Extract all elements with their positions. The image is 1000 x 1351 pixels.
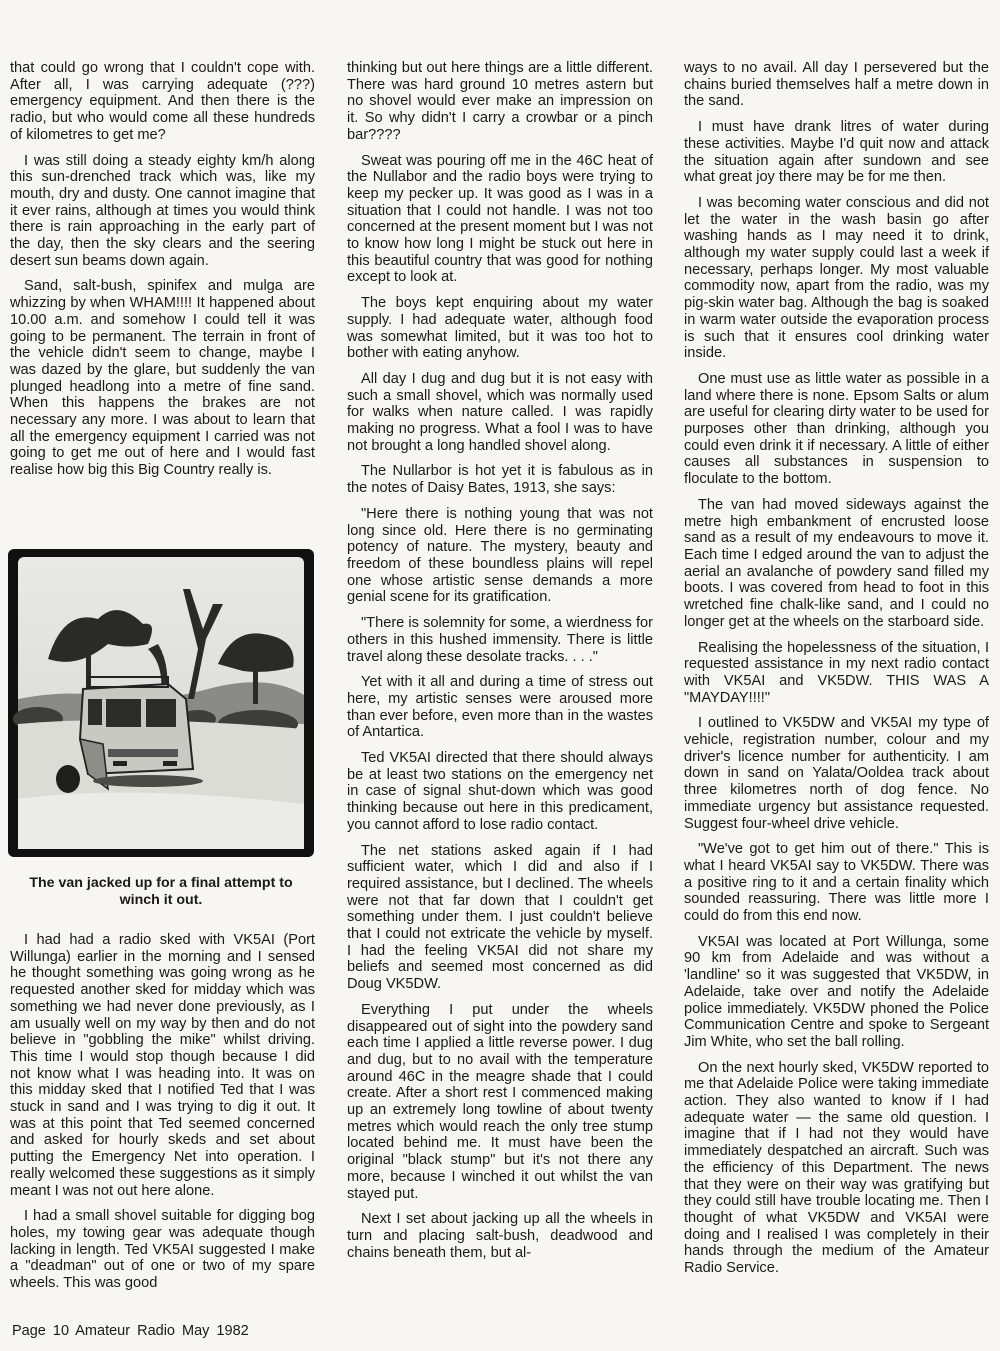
paragraph: I was still doing a steady eighty km/h along this sun-drenched track which was, like my mouth, dry and dusty. One cannot imagine that it ever rains, although at times you would think there is rain approaching in the early part of the day, then the sky clears and the seering desert sun beams down again. xyxy=(10,152,315,269)
paragraph: Sweat was pouring off me in the 46C heat of the Nullabor and the radio boys were trying to keep my pecker up. It was good as I was in a situation that I could not handle. I was not too concerned at the present moment but I was not to know how long I might be stuck out here in this beautiful country that was good for nothing except to look at. xyxy=(347,152,653,286)
issue-date: May 1982 xyxy=(182,1323,249,1339)
paragraph: I outlined to VK5DW and VK5AI my type of vehicle, registration number, colour and my driver's licence number for authenticity. I am down in sand on Yalata/Ooldea track about three kilometres north of dog fence. No immediate urgency but assistance requested. Suggest four-wheel drive vehicle. xyxy=(684,715,989,832)
paragraph: ways to no avail. All day I persevered but the chains buried themselves half a metre down in the sand. xyxy=(684,60,989,110)
paragraph: The van had moved sideways against the metre high embankment of encrusted loose sand as a result of my endeavours to move it. Each time I edged around the van to adjust the aerial an avalanche of powdery sand filled my boots. I was covered from head to foot in this wretched fine chalk-like sand, and I could no longer get at the wheels on the starboard side. xyxy=(684,496,989,630)
paragraph: Ted VK5AI directed that there should always be at least two stations on the emergency net in case of signal shut-down which was good thinking because out here in this predicament, you cannot afford to lose radio contact. xyxy=(347,750,653,833)
paragraph: I must have drank litres of water during these activities. Maybe I'd quit now and attack the situation again after sundown and see what great joy there may be for me then. xyxy=(684,119,989,186)
paragraph: On the next hourly sked, VK5DW reported to me that Adelaide Police were taking immediate action. They also wanted to know if I had adequate water — the same old question. I imagine that if I had not they would have immediately despatched an aircraft. Such was the efficiency of this Department. The news that they were on their way was gratifying but they could still have trouble locating me. Then I thought of what VK5DW and VK5AI were doing and I realised I was completely in their hands through the medium of the Amateur Radio Service. xyxy=(684,1059,989,1277)
paragraph: The boys kept enquiring about my water supply. I had adequate water, although food was somewhat limited, but it was too hot to bother with eating anyhow. xyxy=(347,295,653,362)
paragraph: VK5AI was located at Port Willunga, some 90 km from Adelaide and was without a 'landline' so it was suggested that VK5DW, in Adelaide, take over and notify the Adelaide police immediately. VK5DW phoned the Police Communication Centre and spoke to Sergeant Jim White, who set the ball rolling. xyxy=(684,933,989,1050)
van-photo-illustration xyxy=(8,549,314,857)
magazine-name: Amateur Radio xyxy=(75,1323,175,1339)
paragraph: "There is solemnity for some, a wierdness for others in this hushed immensity. There is little travel along these desolate tracks. . . ." xyxy=(347,615,653,665)
paragraph: One must use as little water as possible in a land where there is none. Epsom Salts or alum are useful for clearing dirty water to be used for purposes other than drinking, although you could even drink it if necessary. A little of either causes all substances in suspension to floculate to the bottom. xyxy=(684,370,990,488)
paragraph: thinking but out here things are a little different. There was hard ground 10 metres astern but no shovel would ever make an impression on it. So why didn't I carry a crowbar or a pinch bar???? xyxy=(347,60,653,143)
paragraph: All day I dug and dug but it is not easy with such a small shovel, which was normally used for walks when nature called. I was rapidly making no progress. What a fool I was to have not brought a long handled shovel along. xyxy=(347,370,653,454)
paragraph: Realising the hopelessness of the situation, I requested assistance in my next radio contact with VK5AI and VK5DW. THIS WAS A "MAYDAY!!!!" xyxy=(684,639,989,706)
paragraph: "Here there is nothing young that was not long since old. Here there is no germinating potency of nature. The mystery, beauty and freedom of these boundless plains will repel one whose artistic sense demands a more genial scene for its gratification. xyxy=(347,505,653,606)
paragraph: "We've got to get him out of there." This is what I heard VK5AI say to VK5DW. There was a positive ring to it and a certain finality which sounded reassuring. There was little more I could do from this end now. xyxy=(684,841,989,925)
paragraph: The net stations asked again if I had sufficient water, which I did and also if I required assistance, but I declined. The wheels were not that far down that I couldn't get something under them. I just couldn't believe that I could not extricate the vehicle by myself. I had the feeling VK5AI did not share my beliefs and seemed most concerned as did Doug VK5DW. xyxy=(347,842,653,993)
paragraph: that could go wrong that I couldn't cope with. After all, I was carrying adequate (???) emergency equipment. And then there is the radio, but who would come all these hundreds of kilometres to get me? xyxy=(10,60,315,143)
page-number: Page 10 xyxy=(12,1323,70,1339)
column-3 xyxy=(684,60,989,1286)
paragraph: Everything I put under the wheels disappeared out of sight into the powdery sand each time I applied a little reverse power. I dug and dug, but to no avail with the temperature around 46C in the meagre shade that I could create. After a short rest I commenced making up an extremely long towline of about twenty metres which would reach the only tree stump located behind me. It must have been the original "black stump" but it's not there any more, because I winched it out whilst the van stayed put. xyxy=(347,1001,653,1202)
paragraph: I had a small shovel suitable for digging bog holes, my towing gear was adequate though lacking in length. Ted VK5AI suggested I make a "deadman" out of one or two of my spare wheels. This was good xyxy=(10,1208,315,1292)
paragraph: The Nullarbor is hot yet it is fabulous as in the notes of Daisy Bates, 1913, she says: xyxy=(347,463,653,497)
page-footer xyxy=(12,1323,249,1339)
paragraph: I was becoming water conscious and did not let the water in the wash basin go after washing hands as I may need it to drink, although my water supply could last a week if necessary, perhaps longer. My most valuable commodity now, apart from the radio, was my pig-skin water bag. Although the bag is soaked in warm water outside the evaporation process is such that it ensures cool drinking water inside. xyxy=(684,194,989,362)
column-2 xyxy=(347,60,653,1270)
paragraph: Sand, salt-bush, spinifex and mulga are whizzing by when WHAM!!!! It happened about 10.00 a.m. and somehow I could tell it was going to be permanent. The terrain in front of the vehicle didn't seem to change, maybe I was dazed by the glare, but suddenly the van plunged headlong into a metre of fine sand. When this happens the brakes are not necessary any more. I was about to learn that all the emergency equipment I carried was not going to get me out of here and I would fast realise how big this Big Country really is. xyxy=(10,278,315,479)
paragraph: Next I set about jacking up all the wheels in turn and placing salt-bush, deadwood and chains beneath them, but al- xyxy=(347,1211,653,1261)
van-photo xyxy=(8,549,314,857)
paragraph: I had had a radio sked with VK5AI (Port Willunga) earlier in the morning and I sensed he thought something was going wrong as he requested another sked for midday which was something we had never done previously, as I am usually well on my way by then and do not believe in "gobbling the mike" whilst driving. This time I would stop though because I did not know what I was heading into. It was on this midday sked that I notified Ted that I was stuck in sand and I was trying to dig it out. It was at this point that Ted seemed concerned and asked for hourly skeds and set about putting the Emergency Net into operation. I really welcomed these suggestions as it simply meant I was not out here alone. xyxy=(10,932,315,1199)
paragraph: Yet with it all and during a time of stress out here, my artistic senses were aroused more than ever before, even more than in the wastes of Antartica. xyxy=(347,674,653,741)
photo-caption: The van jacked up for a final attempt to winch it out. xyxy=(29,875,293,908)
column-1-lower xyxy=(10,932,315,1301)
